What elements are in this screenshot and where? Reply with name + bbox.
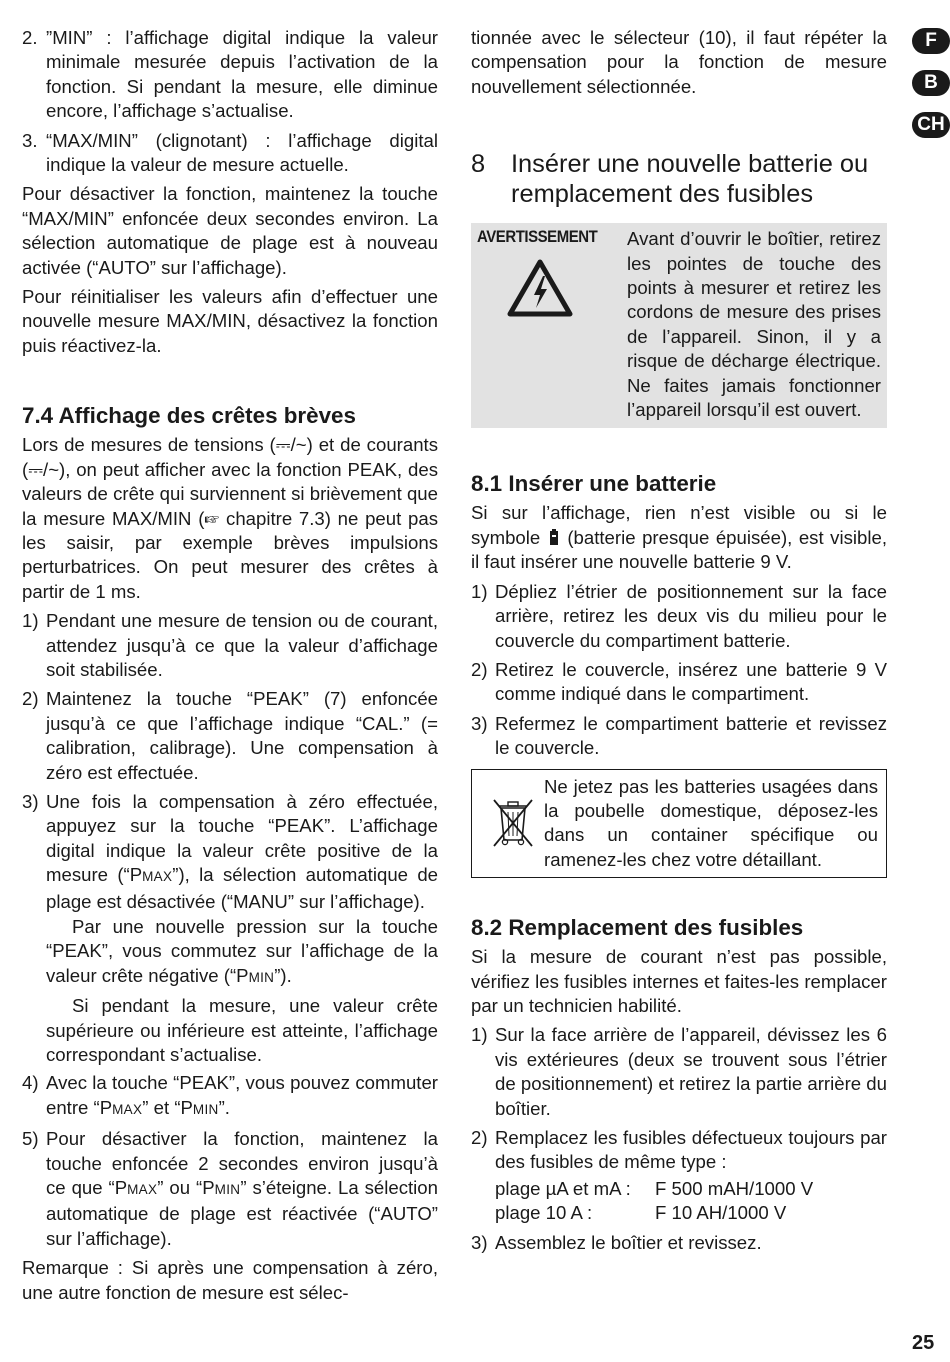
list-item xyxy=(471,1231,887,1255)
paragraph: Si la mesure de courant n’est pas possible, vérifiez les fusibles internes et faites-les remplacer par un technicien habilité. xyxy=(471,946,887,1016)
list-item xyxy=(471,580,887,653)
list-item xyxy=(22,1071,438,1122)
list-item xyxy=(22,129,438,178)
fuse-range: plage µA et mA : xyxy=(495,1177,631,1199)
recycling-text: Ne jetez pas les batteries usagées dans la poubelle domestique, déposez-les dans un container spécifique ou ramenez-les chez votre détaillant. xyxy=(544,775,878,870)
warning-box xyxy=(471,223,887,428)
item-text: Maintenez la touche “PEAK” (7) enfoncée jusqu’à ce que l’affichage indique “CAL.” (= calibration, calibrage). Une compensation à zéro est effectuée. xyxy=(46,688,438,783)
section-heading: 8.1 Insérer une batterie xyxy=(471,471,717,497)
paragraph: Si sur l’affichage, rien n’est visible ou si le symbole (batterie presque épuisée), est visible, il faut insérer une nouvelle batterie 9 V. xyxy=(471,502,888,573)
paragraph: Par une nouvelle pression sur la touche “PEAK”, vous commutez sur l’affichage de la valeur crête négative (“PMIN”). xyxy=(46,916,438,986)
page-number: 25 xyxy=(912,1332,935,1354)
list-item xyxy=(22,790,438,914)
item-number: 3. xyxy=(22,129,38,151)
paragraph: tionnée avec le sélecteur (10), il faut répéter la compensation pour la fonction de mesure nouvellement sélectionnée. xyxy=(471,27,887,97)
lang-tab-ch: CH xyxy=(912,112,950,138)
item-text: “MAX/MIN” (clignotant) : l’affichage digital indique la valeur de mesure actuelle. xyxy=(46,129,438,176)
item-number: 3) xyxy=(471,712,488,734)
item-number: 2. xyxy=(22,27,38,48)
recycling-notice xyxy=(471,769,887,879)
item-number: 3) xyxy=(471,1231,488,1253)
warning-label: AVERTISSEMENT xyxy=(477,227,598,247)
item-number: 2) xyxy=(471,658,488,680)
item-text: Retirez le couvercle, insérez une batterie 9 V comme indiqué dans le compartiment. xyxy=(495,658,887,705)
paragraph: Pour réinitialiser les valeurs afin d’effectuer une nouvelle mesure MAX/MIN, désactivez la fonction puis réactivez-la. xyxy=(22,286,438,356)
chapter-heading xyxy=(471,149,887,209)
list-item xyxy=(22,687,438,785)
item-number: 1) xyxy=(471,580,488,602)
remark: Remarque : Si après une compensation à zéro, une autre fonction de mesure est sélec- xyxy=(22,1257,438,1303)
item-text: Remplacez les fusibles défectueux toujours par des fusibles de même type : xyxy=(495,1127,887,1173)
list-item xyxy=(471,712,887,761)
list-item xyxy=(22,1127,438,1251)
item-number: 5) xyxy=(22,1128,39,1150)
item-text: Sur la face arrière de l’appareil, dévissez les 6 vis extérieures (deux se trouvent sous l’étrier de positionnement) et retirez la partie arrière du boîtier. xyxy=(495,1024,887,1119)
section-heading: 7.4 Affichage des crêtes brèves xyxy=(22,403,356,429)
chapter-number: 8 xyxy=(471,150,486,179)
lang-tab-b: B xyxy=(912,70,950,96)
list-item xyxy=(22,26,438,124)
fuse-range: plage 10 A : xyxy=(495,1202,593,1224)
item-text: ”MIN” : l’affichage digital indique la valeur minimale mesurée depuis l’activation de la fonction. Si pendant la mesure, elle diminue encore, l’affichage s’actualise. xyxy=(46,27,438,122)
left-column xyxy=(22,26,438,1305)
item-text: Refermez le compartiment batterie et revissez le couvercle. xyxy=(495,712,887,759)
item-text: Pour désactiver la fonction, maintenez la touche enfoncée 2 secondes environ jusqu’à ce que “PMAX” ou “PMIN” s’éteigne. La sélection automatique de plage est réactivée (“AUTO” sur l’affichage). xyxy=(46,1128,438,1249)
crossed-bin-icon xyxy=(482,775,544,873)
list-item xyxy=(22,609,438,682)
list-item xyxy=(471,1023,887,1121)
warning-text: Avant d’ouvrir le boîtier, retirez les pointes de touche des points à mesurer et retirez les cordons de mesure des prises de l’appareil. Sinon, il y a risque de décharge électrique. Ne faites jamais fonctionner l’appareil lorsqu’il est ouvert. xyxy=(627,228,881,421)
item-number: 1) xyxy=(471,1024,488,1046)
high-voltage-icon xyxy=(507,259,627,322)
paragraph: Lors de mesures de tensions (⎓/~) et de courants (⎓/~), on peut afficher avec la fonction PEAK, des valeurs de crête qui surviennent si brièvement que la mesure MAX/MIN (☞ chapitre 7.3) ne peut pas les saisir, par exemple brèves impulsions perturbatrices. On peut mesurer des crêtes à partir de 1 ms. xyxy=(22,434,438,602)
item-text: Pendant une mesure de tension ou de courant, attendez jusqu’à ce que la valeur d’affichage soit stabilisée. xyxy=(46,610,438,680)
item-number: 1) xyxy=(22,610,39,632)
lang-tab-f: F xyxy=(912,28,950,54)
paragraph: Si pendant la mesure, une valeur crête supérieure ou inférieure est atteinte, l’affichage correspondant s’actualise. xyxy=(46,995,438,1066)
language-tabs xyxy=(908,28,950,154)
paragraph: Pour désactiver la fonction, maintenez la touche “MAX/MIN” enfoncée deux secondes environ. La sélection automatique de plage est à nouveau activée (“AUTO” sur l’affichage). xyxy=(22,183,438,278)
chapter-title: Insérer une nouvelle batterie ou remplacement des fusibles xyxy=(511,150,869,209)
item-number: 2) xyxy=(471,1127,488,1148)
list-item xyxy=(471,658,887,707)
item-text: Une fois la compensation à zéro effectuée, appuyez sur la touche “PEAK”. L’affichage digital indique la valeur crête positive de la mesure (“PMAX”), la sélection automatique de plage est désactivée (“MANU” sur l’affichage). xyxy=(46,790,439,912)
item-number: 3) xyxy=(22,790,39,812)
item-number: 2) xyxy=(22,688,39,710)
fuse-spec: F 500 mAH/1000 V xyxy=(655,1177,814,1199)
fuse-spec: F 10 AH/1000 V xyxy=(655,1202,787,1224)
item-number: 4) xyxy=(22,1072,39,1094)
section-heading: 8.2 Remplacement des fusibles xyxy=(471,915,804,941)
list-item xyxy=(471,1126,887,1175)
battery-icon xyxy=(550,531,558,545)
item-text: Avec la touche “PEAK”, vous pouvez commuter entre “PMAX” et “PMIN”. xyxy=(46,1072,438,1118)
item-text: Dépliez l’étrier de positionnement sur la face arrière, retirez les deux vis du milieu pour le couvercle du compartiment batterie. xyxy=(495,580,887,651)
fuse-row xyxy=(495,1201,887,1225)
fuse-row xyxy=(495,1177,887,1201)
warning-left xyxy=(477,227,627,422)
item-text: Assemblez le boîtier et revissez. xyxy=(495,1231,762,1253)
right-column xyxy=(471,26,887,1260)
fuse-table xyxy=(471,1177,887,1226)
